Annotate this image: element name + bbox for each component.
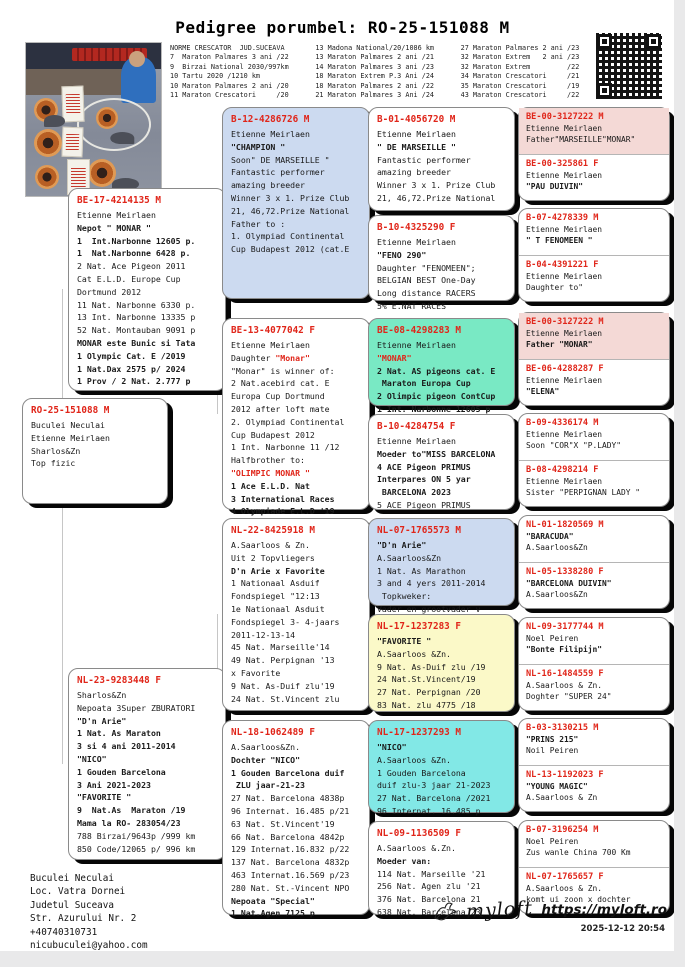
page-edge <box>0 951 685 967</box>
ring-number: NL-07-1765657 F <box>526 871 604 882</box>
ring-number: NL-09-3177744 M <box>526 622 604 632</box>
box-details: "FAVORITE " A.Saarloos &Zn. 9 Nat. As-Duif zlu /19 24 Nat.St.Vincent/19 27 Nat. Perpignan /20 83 Nat. zlu 4775 /18 <box>377 636 486 710</box>
ring-number: NL-17-1237283 F <box>377 621 461 632</box>
connector-line <box>62 289 63 764</box>
box-details: Etienne Meirlaen "CHAMPION " Soon" DE MARSEILLE " Fantastic performer amazing breeder Winner 3 x 1. Prize Club 21, 46,72.Prize National Father to : 1. Olympiad Continental Cup Budapest 2012 (cat.E <box>231 129 350 255</box>
gen4-pair <box>518 208 670 302</box>
qr-code <box>596 33 662 99</box>
pedigree-subbox <box>519 108 669 154</box>
pedigree-subbox <box>519 516 669 562</box>
box-details: A.Saarloos &.Zn. Moeder van: 114 Nat. Marseille '21 256 Nat. Agen zlu '21 376 Nat. Barcelona 21 638 Nat. Barcelona 23 <box>377 843 486 917</box>
box-details: "BARCELONA DUIVIN" A.Saarloos&Zn <box>526 578 612 599</box>
stats-column-2: 13 Madona National/20/1086 km 13 Maraton Palmares 2 ani /21 14 Maraton Palmares 3 ani /23 18 Maraton Extrem P.3 Ani /24 18 Maraton Palmares 2 ani /22 21 Maraton Palmares 3 Ani /24 <box>315 44 434 100</box>
box-details: A.Saarloos & Zn. Doghter "SUPER 24" <box>526 680 612 701</box>
box-details: Etienne Meirlaen Father"MARSEILLE"MONAR" <box>526 124 636 144</box>
box-details: Etienne Meirlaen Father "MONAR" <box>526 329 603 349</box>
ring-number: BE-00-3127222 M <box>526 317 604 327</box>
pedigree-box <box>368 720 515 816</box>
pigeon-eye-photo <box>35 165 59 189</box>
box-details: Etienne Meirlaen Nepot " MONAR " 1 Int.Narbonne 12605 p. 1 Nat.Narbonne 6428 p. 2 Nat. Ace Pigeon 2011 Cat E.L.D. Europe Cup Dortmund 2012 11 Nat. Narbonne 6330 p. 13 Int. Narbonne 13335 p 52 Nat. Montauban 9091 p MONAR este Bunic si Tata 1 Olympic Cat. E /2019 1 Nat.Dax 2575 p/ 2024 1 Prov / 2 Nat. 2.777 p <box>77 210 196 387</box>
gen4-pair <box>518 107 670 201</box>
pedigree-box <box>368 414 515 510</box>
pedigree-box-subject <box>22 398 168 504</box>
pedigree-subbox <box>519 209 669 255</box>
ring-number: B-07-3196254 M <box>526 825 599 835</box>
ring-number: B-03-3130215 M <box>526 723 599 733</box>
pedigree-box <box>368 518 515 614</box>
pedigree-subbox <box>519 154 669 201</box>
pigeon-eye-photo <box>34 129 62 157</box>
stats-column-3: 27 Maraton Palmares 2 ani /23 32 Maraton Extrem 2 ani /23 32 Maraton Extrem /22 34 Maraton Crescatori /21 35 Maraton Crescatori /19 43 Maraton Crescatori /22 <box>460 44 580 100</box>
gen4-pair <box>518 515 670 609</box>
pedigree-box <box>368 215 515 311</box>
ring-number: NL-16-1484559 F <box>526 668 604 679</box>
pedigree-subbox <box>519 821 669 867</box>
ring-number: NL-17-1237293 M <box>377 727 461 738</box>
ring-number: BE-06-4288287 F <box>526 363 604 374</box>
pedigree-box <box>222 318 370 517</box>
box-details: Noel Peiren "Bonte Filipijn" <box>526 634 603 654</box>
pedigree-subbox <box>519 765 669 812</box>
box-details: Etienne Meirlaen "FENO 290" Daughter "FENOMEEN"; BELGIAN BEST One-Day Long distance RACERS 5% E.NAT RACES <box>377 237 476 311</box>
box-details: A.Saarloos&Zn. Dochter "NICO" 1 Gouden Barcelona duif ZLU jaar-21-23 27 Nat. Barcelona 4838p 96 Internat. 16.485 p/21 63 Nat. St.Vincent'19 66 Nat. Barcelona 4842p 129 Internat.16.832 p/22 137 Nat. Barcelona 4832p 463 Internat.16.569 p/23 280 Nat. St.-Vincent NPO Nepoata "Special" 1 Nat.Agen 7125 p <box>231 742 350 919</box>
ring-number: BE-00-325861 F <box>526 158 599 169</box>
pigeon-doodle-icon <box>432 898 458 922</box>
qr-finder-pattern <box>597 83 612 98</box>
box-details: Sharlos&Zn Nepoata 3Super ZBURATORI "D'n Arie" 1 Nat. As Maraton 3 si 4 ani 2011-2014 "NICO" 1 Gouden Barcelona 3 Ani 2021-2023 "FAVORITE " 9 Nat.As Maraton /19 Mama la RO- 283054/23 788 Birzai/9643p /999 km 850 Code/12065 p/ 996 km <box>77 690 196 854</box>
ring-number: NL-07-1765573 M <box>377 525 461 536</box>
pedigree-box <box>368 107 515 211</box>
box-details: Noel Peiren Zus wanle China 700 Km <box>526 837 631 857</box>
box-details: A.Saarloos & Zn. komt ui zoon x dochter <box>526 883 631 904</box>
gen4-pair <box>518 413 670 507</box>
ring-number: NL-18-1062489 F <box>231 727 315 738</box>
pedigree-subbox <box>519 664 669 711</box>
box-details: A.Saarloos & Zn. Uit 2 Topvliegers D'n Arie x Favorite 1 Nationaal Asduif Fondspiegel "12:13 1e Nationaal Asduit Fondspiegel 3- 4-jaars 2011-12-13-14 45 Nat. Marseille'14 49 Nat. Perpignan '13 x Favorite 9 Nat. As-Duif zlu'19 24 Nat. St.Vincent zlu <box>231 540 340 704</box>
qr-finder-pattern <box>646 34 661 49</box>
pedigree-box <box>368 614 515 712</box>
box-details: "YOUNG MAGIC" A.Saarloos & Zn <box>526 781 598 802</box>
box-details: Etienne Meirlaen "MONAR" 2 Nat. AS pigeons cat. E Maraton Europa Cup 2 Olimpic pigeon ContCup 1 Int. Narbonne 12605 p <box>377 340 496 414</box>
ring-number: NL-22-8425918 M <box>231 525 315 536</box>
pedigree-card-photo <box>62 127 84 157</box>
box-details: Etienne Meirlaen Daughter to" <box>526 271 603 292</box>
box-details: "BARACUDA" A.Saarloos&Zn <box>526 532 588 552</box>
stats-column-1: NORME CRESCATOR JUD.SUCEAVA 7 Maraton Palmares 3 ani /22 9 Birzai National 2030/997km 10 Tartu 2020 /1210 km 10 Maraton Palmares 2 ani /20 11 Maraton Crescatori /20 <box>170 44 289 100</box>
ring-number: RO-25-151088 M <box>31 405 110 416</box>
pedigree-box <box>222 107 370 299</box>
box-details: Etienne Meirlaen Soon "COR"X "P.LADY" <box>526 430 622 450</box>
pedigree-subbox <box>519 460 669 507</box>
pigeon-photo <box>44 115 66 127</box>
ring-number: BE-08-4298283 M <box>377 325 461 336</box>
pigeon-photo <box>110 132 134 144</box>
pedigree-subbox <box>519 562 669 609</box>
pedigree-subbox <box>519 255 669 302</box>
box-details: Etienne Meirlaen "PAU DUIVIN" <box>526 170 603 191</box>
ring-number: B-10-4284754 F <box>377 421 456 432</box>
fancier-head <box>129 51 145 68</box>
box-details: Etienne Meirlaen "ELENA" <box>526 375 603 396</box>
box-details: "NICO" A.Saarloos &Zn. 1 Gouden Barcelona duif zlu-3 jaar 21-2023 27 Nat. Barcelona /2021 96 Internat. 16.485 p <box>377 742 491 816</box>
pedigree-box-dam <box>68 668 226 860</box>
pedigree-box <box>222 518 370 711</box>
ring-number: NL-23-9283448 F <box>77 675 161 686</box>
owner-contact-block: Buculei Neculai Loc. Vatra Dornei Judetul Suceava Str. Azurului Nr. 2 +40740310731 nicubuculei@yahoo.com <box>30 873 148 952</box>
ring-number: BE-00-3127222 M <box>526 112 604 122</box>
ring-number: NL-01-1820569 M <box>526 520 604 530</box>
ring-number: BE-13-4077042 F <box>231 325 315 336</box>
box-details: Buculei Neculai Etienne Meirlaen Sharlos&Zn Top fizic <box>31 420 110 469</box>
qr-finder-pattern <box>597 34 612 49</box>
pedigree-subbox <box>519 719 669 765</box>
pedigree-subbox <box>519 414 669 460</box>
gen4-pair <box>518 718 670 812</box>
ring-number: B-01-4056720 M <box>377 114 456 125</box>
loft-photo-collage <box>25 42 162 197</box>
ring-number: B-10-4325290 F <box>377 222 456 233</box>
gen4-pair <box>518 617 670 711</box>
ring-number: B-04-4391221 F <box>526 259 599 270</box>
ring-number: NL-13-1192023 F <box>526 769 604 780</box>
page-edge <box>674 0 685 967</box>
pedigree-subbox <box>519 359 669 406</box>
pedigree-card-photo <box>62 85 85 121</box>
performance-stats <box>170 44 600 100</box>
pedigree-subbox <box>519 313 669 359</box>
pedigree-box <box>222 720 370 919</box>
box-details: Etienne Meirlaen Moeder to"MISS BARCELONA 4 ACE Pigeon PRIMUS Interpares ON 5 yar BARCELONA 2023 5 ACE Pigeon PRIMUS <box>377 436 496 510</box>
brand-name: myloft <box>465 897 534 923</box>
box-details: Etienne Meirlaen " T FENOMEEN " <box>526 225 603 245</box>
ring-number: B-12-4286726 M <box>231 114 310 125</box>
pedigree-box-sire <box>68 188 226 391</box>
box-details: "D'n Arie" A.Saarloos&Zn 1 Nat. As Marathon 3 and 4 yers 2011-2014 Topkweker: Vader en grootvader v <box>377 540 486 614</box>
box-details: "PRINS 215" Noil Peiren <box>526 735 579 755</box>
ring-number: NL-05-1338280 F <box>526 566 604 577</box>
box-details: Etienne Meirlaen Sister "PERPIGNAN LADY " <box>526 476 641 497</box>
brand-url: https://myloft.ro <box>541 902 667 918</box>
collage-oval-frame <box>77 98 151 151</box>
ring-number: B-07-4278339 M <box>526 213 599 223</box>
print-timestamp: 2025-12-12 20:54 <box>580 924 665 934</box>
ring-number: NL-09-1136509 F <box>377 828 461 839</box>
box-details: Etienne Meirlaen " DE MARSEILLE " Fantastic performer amazing breeder Winner 3 x 1. Prize Club 21, 46,72.Prize National <box>377 129 496 203</box>
gen4-pair <box>518 312 670 406</box>
ring-number: BE-17-4214135 M <box>77 195 161 206</box>
ring-number: B-08-4298214 F <box>526 464 599 475</box>
pedigree-box <box>368 318 515 414</box>
page-title: Pedigree porumbel: RO-25-151088 M <box>175 18 510 37</box>
ring-number: B-09-4336174 M <box>526 418 599 428</box>
pedigree-subbox <box>519 618 669 664</box>
box-details: Etienne Meirlaen Daughter "Monar" "Monar" is winner of: 2 Nat.acebird cat. E Europa Cup Dortmund 2012 after loft mate 2. Olympiad Continental Cup Budapest 2012 1 Int. Narbonne 11 /12 Halfbrother to: "OLIMPIC MONAR " 1 Ace E.L.D. Nat 3 International Races 4 Olympiade E.L.D '19 <box>231 340 345 517</box>
footer-brand <box>432 898 667 922</box>
